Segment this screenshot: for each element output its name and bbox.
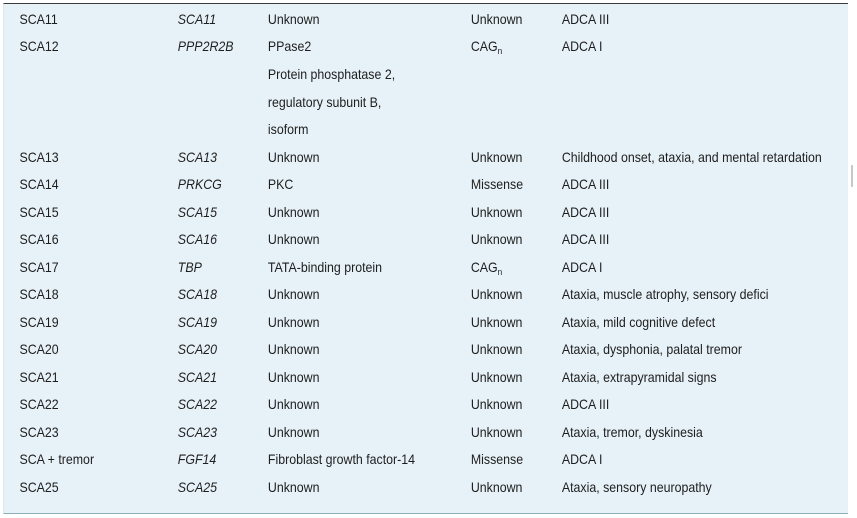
gene-cell: SCA21 bbox=[177, 370, 218, 385]
protein-cell: TATA-binding protein bbox=[267, 260, 383, 275]
table-row bbox=[4, 474, 772, 501]
gene-cell: SCA19 bbox=[177, 315, 218, 330]
gene-cell: SCA20 bbox=[177, 342, 218, 357]
phenotype-cell: ADCA I bbox=[561, 452, 603, 467]
phenotype-cell: Ataxia, dysphonia, palatal tremor bbox=[561, 342, 742, 357]
sca-table bbox=[3, 3, 848, 514]
phenotype-cell: Ataxia, tremor, dyskinesia bbox=[561, 425, 703, 440]
table-row bbox=[4, 281, 772, 308]
protein-cell: isoform bbox=[267, 122, 309, 137]
locus-cell: SCA23 bbox=[19, 425, 59, 440]
mutation-subscript: n bbox=[497, 267, 503, 277]
protein-cell: regulatory subunit B, bbox=[267, 95, 382, 110]
locus-cell: SCA21 bbox=[19, 370, 59, 385]
protein-cell: PKC bbox=[267, 177, 294, 192]
mutation-cell: Unknown bbox=[470, 425, 523, 440]
mutation-cell: Unknown bbox=[470, 12, 523, 27]
locus-cell: SCA22 bbox=[19, 397, 59, 412]
protein-cell: Unknown bbox=[267, 370, 320, 385]
mutation-cell: Unknown bbox=[470, 287, 523, 302]
gene-cell: SCA18 bbox=[177, 287, 218, 302]
gene-cell: FGF14 bbox=[177, 452, 217, 467]
gene-cell: SCA13 bbox=[177, 150, 218, 165]
protein-cell: Unknown bbox=[267, 480, 320, 495]
mutation-cell: Unknown bbox=[470, 370, 523, 385]
phenotype-cell: Childhood onset, ataxia, and mental retardation bbox=[561, 150, 822, 165]
mutation-cell: Unknown bbox=[470, 397, 523, 412]
phenotype-cell: ADCA III bbox=[561, 205, 610, 220]
phenotype-cell: ADCA I bbox=[561, 260, 603, 275]
protein-cell: Unknown bbox=[267, 397, 320, 412]
protein-cell: Unknown bbox=[267, 342, 320, 357]
locus-cell: SCA13 bbox=[19, 150, 59, 165]
protein-cell: Fibroblast growth factor-14 bbox=[267, 452, 416, 467]
protein-continuation-line bbox=[4, 61, 772, 88]
mutation-cell: Unknown bbox=[470, 150, 523, 165]
protein-cell: Unknown bbox=[267, 232, 320, 247]
mutation-base: CAG bbox=[470, 260, 498, 275]
gene-cell: TBP bbox=[177, 260, 202, 275]
protein-continuation-line bbox=[4, 89, 772, 116]
protein-cell: Unknown bbox=[267, 287, 320, 302]
gene-cell: SCA23 bbox=[177, 425, 218, 440]
phenotype-cell: ADCA III bbox=[561, 397, 610, 412]
table-row bbox=[4, 254, 772, 281]
table-row bbox=[4, 6, 772, 33]
phenotype-cell: Ataxia, muscle atrophy, sensory defici bbox=[561, 287, 769, 302]
phenotype-cell: ADCA I bbox=[561, 39, 603, 54]
table-row bbox=[4, 419, 772, 446]
table-row bbox=[4, 199, 772, 226]
table-row bbox=[4, 336, 772, 363]
protein-cell: Unknown bbox=[267, 205, 320, 220]
phenotype-cell: ADCA III bbox=[561, 12, 610, 27]
protein-continuation-line bbox=[4, 116, 772, 143]
locus-cell: SCA17 bbox=[19, 260, 59, 275]
locus-cell: SCA12 bbox=[19, 39, 59, 54]
locus-cell: SCA20 bbox=[19, 342, 59, 357]
mutation-cell bbox=[471, 254, 502, 281]
gene-cell: SCA11 bbox=[177, 12, 217, 27]
mutation-cell: Missense bbox=[470, 452, 524, 467]
locus-cell: SCA25 bbox=[19, 480, 59, 495]
locus-cell: SCA + tremor bbox=[19, 452, 95, 467]
table-row bbox=[4, 226, 772, 253]
phenotype-cell: Ataxia, mild cognitive defect bbox=[561, 315, 716, 330]
protein-cell: PPase2 bbox=[267, 39, 312, 54]
locus-cell: SCA14 bbox=[19, 177, 59, 192]
mutation-base: CAG bbox=[470, 39, 498, 54]
locus-cell: SCA11 bbox=[19, 12, 58, 27]
protein-cell: Unknown bbox=[267, 315, 320, 330]
table-row bbox=[4, 446, 772, 473]
phenotype-cell: Ataxia, sensory neuropathy bbox=[561, 480, 712, 495]
mutation-cell: Unknown bbox=[470, 232, 523, 247]
mutation-cell: Unknown bbox=[470, 480, 523, 495]
protein-cell: Unknown bbox=[267, 150, 320, 165]
gene-cell: SCA22 bbox=[177, 397, 218, 412]
table-row bbox=[4, 391, 772, 418]
locus-cell: SCA15 bbox=[19, 205, 59, 220]
locus-cell: SCA16 bbox=[19, 232, 59, 247]
gene-cell: SCA16 bbox=[177, 232, 218, 247]
protein-cell: Unknown bbox=[267, 425, 320, 440]
mutation-cell: Unknown bbox=[470, 205, 523, 220]
mutation-cell bbox=[471, 33, 502, 60]
locus-cell: SCA19 bbox=[19, 315, 59, 330]
gene-cell: SCA25 bbox=[177, 480, 218, 495]
phenotype-cell: ADCA III bbox=[561, 232, 610, 247]
phenotype-cell: Ataxia, extrapyramidal signs bbox=[561, 370, 717, 385]
protein-cell: Unknown bbox=[267, 12, 320, 27]
scrollbar-thumb[interactable] bbox=[851, 165, 853, 187]
table-row bbox=[4, 171, 772, 198]
mutation-cell: Unknown bbox=[470, 315, 523, 330]
mutation-cell: Unknown bbox=[470, 342, 523, 357]
gene-cell: PRKCG bbox=[177, 177, 222, 192]
mutation-cell: Missense bbox=[470, 177, 524, 192]
table-row bbox=[4, 364, 772, 391]
table-row bbox=[4, 33, 772, 60]
gene-cell: SCA15 bbox=[177, 205, 218, 220]
locus-cell: SCA18 bbox=[19, 287, 59, 302]
table-row bbox=[4, 144, 822, 171]
mutation-subscript: n bbox=[497, 46, 503, 56]
gene-cell: PPP2R2B bbox=[177, 39, 234, 54]
phenotype-cell: ADCA III bbox=[561, 177, 610, 192]
protein-cell: Protein phosphatase 2, bbox=[267, 67, 396, 82]
table-row bbox=[4, 309, 772, 336]
